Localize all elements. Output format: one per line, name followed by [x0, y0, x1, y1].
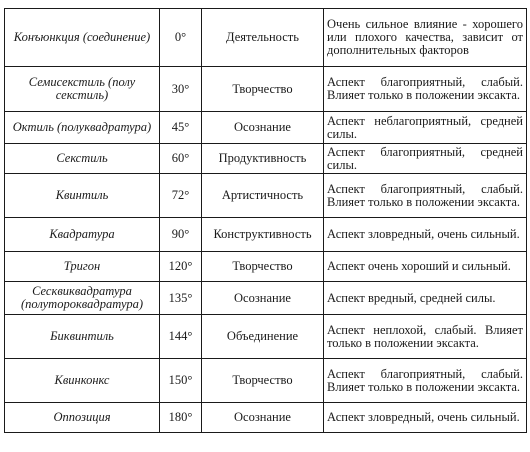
aspect-degree: 72°: [160, 174, 202, 218]
aspect-name: Квадратура: [5, 218, 160, 252]
aspect-description: Аспект благоприятный, слабый. Влияет только в положении эксакта.: [324, 174, 527, 218]
table-row: [5, 218, 527, 252]
table-row: [5, 252, 527, 282]
table-row: [5, 144, 527, 174]
aspect-description: Аспект благоприятный, слабый. Влияет только в положении эксакта.: [324, 359, 527, 403]
aspect-activity: Конструктивность: [202, 218, 324, 252]
aspect-activity: Объединение: [202, 315, 324, 359]
aspect-degree: 45°: [160, 112, 202, 144]
aspect-degree: 120°: [160, 252, 202, 282]
aspect-name: Семисекстиль (полу секстиль): [5, 67, 160, 112]
aspect-description: Аспект вредный, средней силы.: [324, 282, 527, 315]
aspect-activity: Творчество: [202, 359, 324, 403]
aspect-description: Аспект неблагоприятный, средней силы.: [324, 112, 527, 144]
table-row: [5, 282, 527, 315]
aspect-activity: Артистичность: [202, 174, 324, 218]
aspect-activity: Осознание: [202, 112, 324, 144]
aspect-description: Аспект зловредный, очень сильный.: [324, 403, 527, 433]
aspect-degree: 90°: [160, 218, 202, 252]
table-row: [5, 315, 527, 359]
aspect-description: Очень сильное влияние - хорошего или плохого качества, зависит от дополнительных факторов: [324, 9, 527, 67]
aspect-activity: Деятельность: [202, 9, 324, 67]
aspect-name: Октиль (полуквадратура): [5, 112, 160, 144]
aspect-description: Аспект зловредный, очень сильный.: [324, 218, 527, 252]
aspect-name: Квинтиль: [5, 174, 160, 218]
aspect-name: Квинконкс: [5, 359, 160, 403]
aspect-degree: 135°: [160, 282, 202, 315]
aspect-name: Оппозиция: [5, 403, 160, 433]
aspect-description: Аспект благоприятный, слабый. Влияет только в положении эксакта.: [324, 67, 527, 112]
aspect-degree: 60°: [160, 144, 202, 174]
aspect-degree: 30°: [160, 67, 202, 112]
aspects-table-body: [5, 9, 527, 433]
aspect-activity: Осознание: [202, 282, 324, 315]
aspect-activity: Продуктивность: [202, 144, 324, 174]
aspect-activity: Творчество: [202, 67, 324, 112]
table-row: [5, 9, 527, 67]
aspect-name: Тригон: [5, 252, 160, 282]
aspect-description: Аспект благоприятный, средней силы.: [324, 144, 527, 174]
table-row: [5, 67, 527, 112]
aspect-name: Конъюнкция (соединение): [5, 9, 160, 67]
table-row: [5, 112, 527, 144]
aspect-activity: Творчество: [202, 252, 324, 282]
aspects-table: [4, 8, 527, 433]
aspect-degree: 144°: [160, 315, 202, 359]
aspect-description: Аспект неплохой, слабый. Влияет только в положении эксакта.: [324, 315, 527, 359]
aspect-degree: 0°: [160, 9, 202, 67]
aspect-name: Секстиль: [5, 144, 160, 174]
table-row: [5, 403, 527, 433]
table-row: [5, 174, 527, 218]
table-row: [5, 359, 527, 403]
aspect-activity: Осознание: [202, 403, 324, 433]
aspect-degree: 150°: [160, 359, 202, 403]
aspect-name: Биквинтиль: [5, 315, 160, 359]
aspect-name: Сесквиквадратура (полутороквадратура): [5, 282, 160, 315]
aspect-description: Аспект очень хороший и сильный.: [324, 252, 527, 282]
aspect-degree: 180°: [160, 403, 202, 433]
